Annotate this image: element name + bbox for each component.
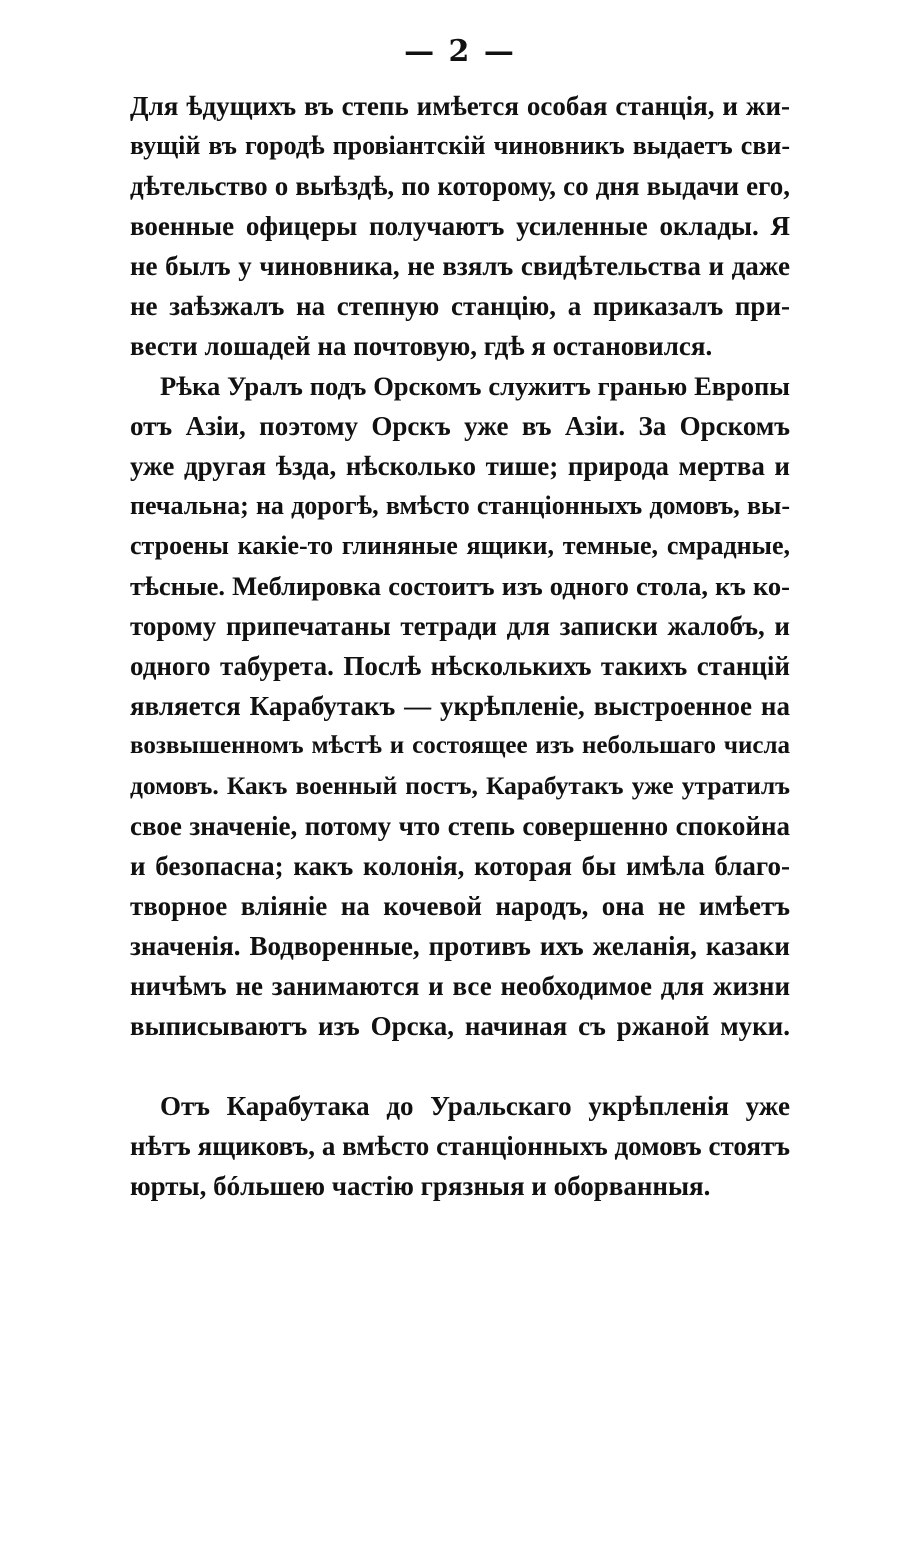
text-line: является Карабутакъ — укрѣпленіе, выстроенное на	[130, 691, 790, 721]
text-line: одного табурета. Послѣ нѣсколькихъ такихъ станцій	[130, 651, 790, 681]
text-line	[130, 1046, 790, 1086]
paragraph	[130, 366, 790, 1086]
text-line: нѣтъ ящиковъ, а вмѣсто станціонныхъ домовъ стоятъ	[130, 1131, 790, 1161]
text-line: тѣсные. Меблировка состоитъ изъ одного стола, къ ко-	[130, 571, 790, 601]
text-line: печальна; на дорогѣ, вмѣсто станціонныхъ домовъ, вы-	[130, 491, 790, 520]
text-line: возвышенномъ мѣстѣ и состоящее изъ небольшаго числа	[130, 732, 790, 759]
text-line: уже другая ѣзда, нѣсколько тише; природа мертва и	[130, 451, 790, 481]
text-line: не былъ у чиновника, не взялъ свидѣтельства и даже	[130, 251, 790, 281]
paragraph	[130, 1086, 790, 1206]
text-line: вести лошадей на почтовую, гдѣ я остановился.	[130, 331, 713, 361]
text-line: Для ѣдущихъ въ степь имѣется особая станція, и жи-	[130, 91, 790, 121]
page-number: — 2 —	[404, 34, 516, 69]
text-line: вущій въ городѣ провіантскій чиновникъ выдаетъ сви-	[130, 131, 790, 160]
text-line: юрты, бóльшею частію грязныя и оборванныя.	[130, 1171, 711, 1201]
text-line: отъ Азіи, поэтому Орскъ уже въ Азіи. За Орскомъ	[130, 411, 790, 441]
text-line: военные офицеры получаютъ усиленные оклады. Я	[130, 211, 790, 241]
text-line: выписываютъ изъ Орска, начиная съ ржаной муки.	[130, 1011, 790, 1041]
text-line: строены какіе-то глиняные ящики, темные, смрадные,	[130, 531, 790, 560]
text-line: творное вліяніе на кочевой народъ, она не имѣетъ	[130, 891, 790, 921]
text-line: дѣтельство о выѣздѣ, по которому, со дня выдачи его,	[130, 171, 790, 201]
text-line: ничѣмъ не занимаются и все необходимое для жизни	[130, 971, 790, 1001]
body-text	[130, 86, 790, 1206]
text-line: не заѣзжалъ на степную станцію, а приказалъ при-	[130, 291, 790, 321]
text-line: и безопасна; какъ колонія, которая бы имѣла благо-	[130, 851, 790, 881]
text-line: значенія. Водворенные, противъ ихъ желанія, казаки	[130, 931, 790, 961]
text-line: Рѣка Уралъ подъ Орскомъ служитъ гранью Европы	[160, 371, 790, 401]
text-line: Отъ Карабутака до Уральскаго укрѣпленія уже	[160, 1091, 790, 1121]
text-line: домовъ. Какъ военный постъ, Карабутакъ уже утратилъ	[130, 771, 790, 800]
text-line: торому припечатаны тетради для записки жалобъ, и	[130, 611, 790, 641]
text-line: свое значеніе, потому что степь совершенно спокойна	[130, 811, 790, 841]
paragraph	[130, 86, 790, 366]
